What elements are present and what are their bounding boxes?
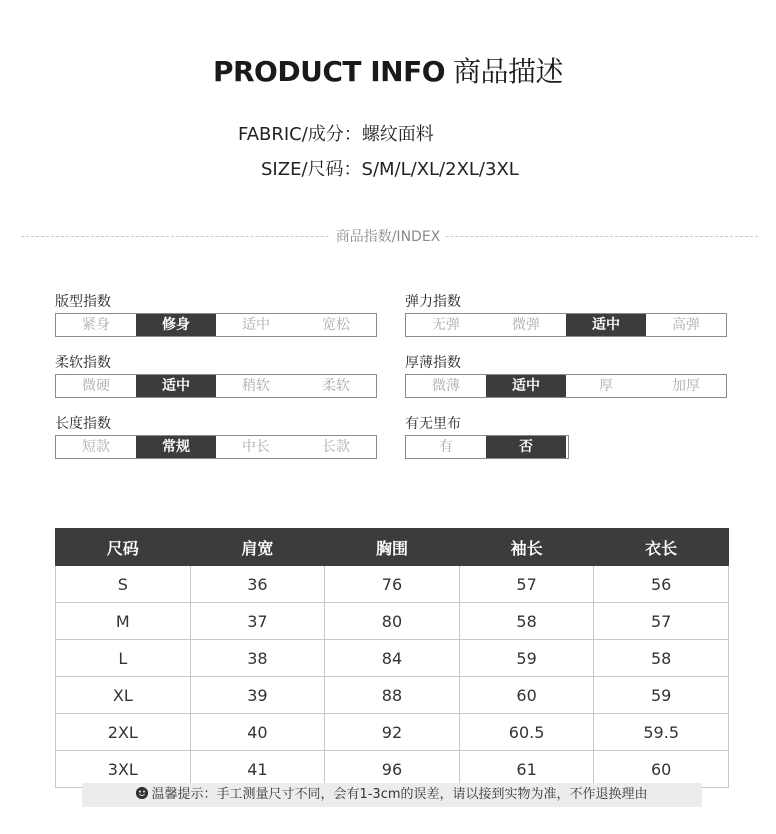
table-cell: 76 — [325, 566, 460, 603]
table-cell: 56 — [594, 566, 729, 603]
index-option: 有 — [439, 439, 453, 455]
index-elasticity — [405, 293, 727, 337]
table-cell: 58 — [459, 603, 594, 640]
index-option: 无弹 — [432, 317, 460, 333]
index-scale — [55, 435, 377, 459]
index-scale — [55, 313, 377, 337]
table-cell: 59.5 — [594, 714, 729, 751]
smiley-icon — [136, 787, 148, 799]
index-label: 厚薄指数 — [405, 355, 461, 371]
spec-fabric — [238, 120, 434, 146]
index-scale — [55, 374, 377, 398]
spec-fabric-value: 螺纹面料 — [361, 124, 434, 145]
table-cell: 92 — [325, 714, 460, 751]
spec-size — [261, 155, 519, 181]
index-scale — [405, 435, 569, 459]
title-en: PRODUCT INFO — [212, 55, 446, 88]
index-length — [55, 415, 377, 459]
header-cell: 肩宽 — [190, 529, 325, 566]
index-fit — [55, 293, 377, 337]
table-row — [56, 566, 729, 603]
index-option: 加厚 — [672, 378, 700, 394]
index-option: 宽松 — [322, 317, 350, 333]
index-option: 常规 — [136, 436, 216, 458]
spec-size-value: S/M/L/XL/2XL/3XL — [361, 159, 519, 180]
table-cell: 88 — [325, 677, 460, 714]
table-row — [56, 677, 729, 714]
index-softness — [55, 354, 377, 398]
index-option: 修身 — [136, 314, 216, 336]
index-option: 中长 — [242, 439, 270, 455]
table-cell: 41 — [190, 751, 325, 788]
index-scale — [405, 313, 727, 337]
table-cell: XL — [56, 677, 191, 714]
spec-fabric-label: FABRIC/成分： — [238, 124, 362, 145]
index-option: 适中 — [486, 375, 566, 397]
spec-size-label: SIZE/尺码： — [261, 159, 362, 180]
index-thickness — [405, 354, 727, 398]
index-option: 长款 — [322, 439, 350, 455]
table-cell: L — [56, 640, 191, 677]
index-option: 微弹 — [512, 317, 540, 333]
index-option: 适中 — [242, 317, 270, 333]
index-option: 微硬 — [82, 378, 110, 394]
table-cell: 61 — [459, 751, 594, 788]
header-cell: 尺码 — [56, 529, 191, 566]
table-cell: M — [56, 603, 191, 640]
table-cell: 40 — [190, 714, 325, 751]
table-cell: 84 — [325, 640, 460, 677]
table-row — [56, 640, 729, 677]
page-title — [0, 50, 776, 90]
index-option: 柔软 — [322, 378, 350, 394]
table-row — [56, 751, 729, 788]
index-lining — [405, 415, 569, 459]
header-cell: 衣长 — [594, 529, 729, 566]
table-cell: 38 — [190, 640, 325, 677]
index-label: 柔软指数 — [55, 355, 111, 371]
index-option: 稍软 — [242, 378, 270, 394]
index-label: 版型指数 — [55, 294, 111, 310]
table-cell: 57 — [594, 603, 729, 640]
index-option: 适中 — [566, 314, 646, 336]
note-text: 温馨提示：手工测量尺寸不同，会有1-3cm的误差，请以接到实物为准，不作退换理由 — [151, 787, 648, 802]
index-option: 否 — [486, 436, 566, 458]
table-cell: 37 — [190, 603, 325, 640]
header-cell: 胸围 — [325, 529, 460, 566]
index-option: 适中 — [136, 375, 216, 397]
table-cell: 58 — [594, 640, 729, 677]
size-table — [55, 528, 729, 788]
index-option: 微薄 — [432, 378, 460, 394]
title-cn: 商品描述 — [453, 55, 564, 88]
size-table-header — [56, 529, 729, 566]
index-option: 短款 — [82, 439, 110, 455]
table-cell: 60.5 — [459, 714, 594, 751]
measurement-note — [82, 783, 702, 807]
table-row — [56, 714, 729, 751]
table-cell: 2XL — [56, 714, 191, 751]
table-cell: 60 — [459, 677, 594, 714]
table-cell: 80 — [325, 603, 460, 640]
index-option: 紧身 — [82, 317, 110, 333]
table-cell: 57 — [459, 566, 594, 603]
index-option: 厚 — [599, 378, 613, 394]
table-cell: 39 — [190, 677, 325, 714]
table-cell: 96 — [325, 751, 460, 788]
index-label: 长度指数 — [55, 416, 111, 432]
table-cell: 59 — [459, 640, 594, 677]
index-section-heading: 商品指数/INDEX — [0, 226, 776, 246]
index-label: 有无里布 — [405, 416, 461, 432]
table-cell: 60 — [594, 751, 729, 788]
table-cell: S — [56, 566, 191, 603]
index-label: 弹力指数 — [405, 294, 461, 310]
table-row — [56, 603, 729, 640]
header-cell: 袖长 — [459, 529, 594, 566]
index-option: 高弹 — [672, 317, 700, 333]
table-cell: 3XL — [56, 751, 191, 788]
table-cell: 59 — [594, 677, 729, 714]
index-scale — [405, 374, 727, 398]
table-cell: 36 — [190, 566, 325, 603]
